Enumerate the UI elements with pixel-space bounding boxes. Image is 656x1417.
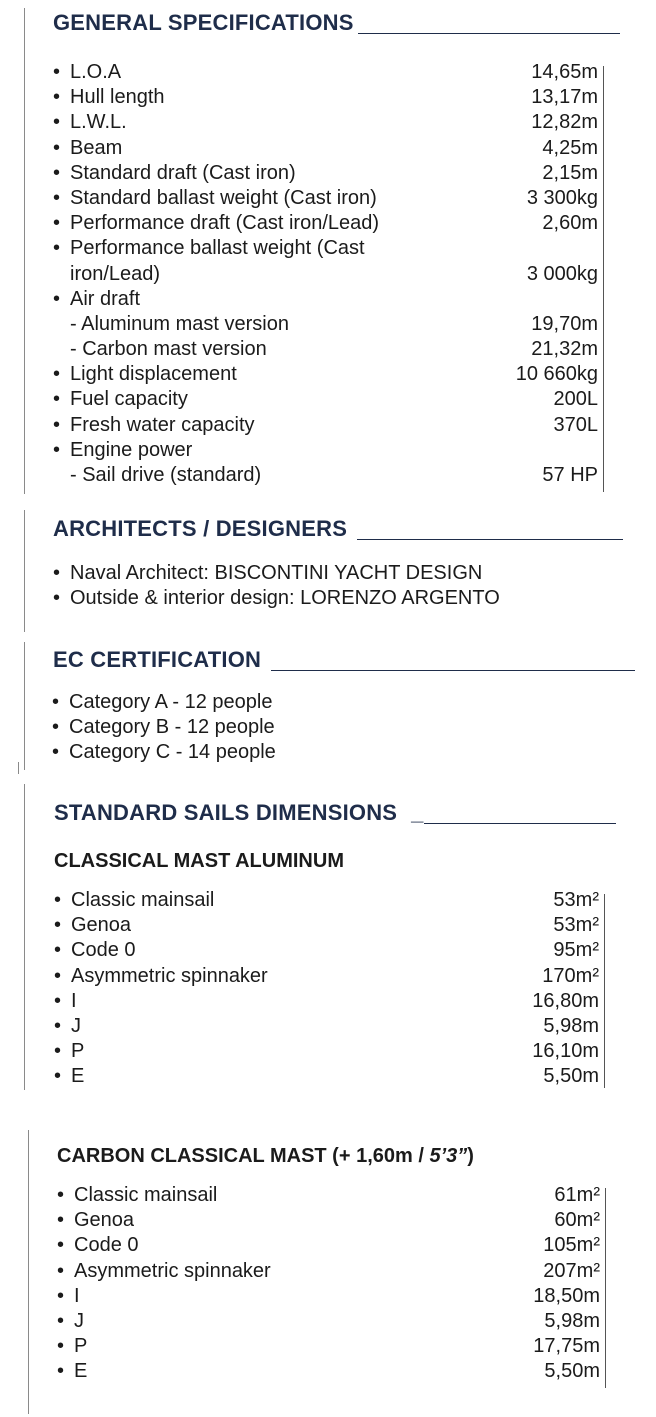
bullet: • xyxy=(53,86,61,109)
item-label: E xyxy=(71,1065,85,1088)
item-value: 200L xyxy=(553,388,598,411)
bullet: • xyxy=(53,438,61,461)
list-item xyxy=(57,1359,600,1384)
item-value: 16,10m xyxy=(532,1040,599,1063)
item-label: Category B - 12 people xyxy=(69,716,275,739)
list-item xyxy=(57,1208,600,1233)
bullet: • xyxy=(57,1335,65,1358)
list-item xyxy=(53,136,598,161)
list-item xyxy=(52,690,452,715)
margin-line xyxy=(24,642,25,770)
item-label: Code 0 xyxy=(71,939,136,962)
bullet: • xyxy=(54,889,62,911)
heading-rule xyxy=(357,539,623,540)
section-title-suffix: _ xyxy=(411,800,424,825)
list-item xyxy=(53,161,598,186)
item-label: J xyxy=(74,1309,84,1332)
list-item xyxy=(53,387,598,412)
item-value: 170m² xyxy=(542,964,599,987)
list-item xyxy=(57,1334,600,1359)
item-label: Fuel capacity xyxy=(70,388,188,411)
section-heading-architects xyxy=(53,516,623,542)
item-value: 13,17m xyxy=(531,86,598,109)
item-label: iron/Lead) xyxy=(70,262,161,285)
item-label: Engine power xyxy=(70,438,193,461)
item-label: Classic mainsail xyxy=(74,1184,218,1206)
value-column-bar xyxy=(604,894,605,1088)
bullet: • xyxy=(53,562,61,584)
item-label: Standard ballast weight (Cast iron) xyxy=(70,186,377,209)
list-item xyxy=(57,1183,600,1208)
bullet: • xyxy=(57,1259,65,1282)
list-item xyxy=(53,110,598,135)
item-value: 10 660kg xyxy=(515,363,598,386)
item-label: Category C - 14 people xyxy=(69,741,276,764)
item-label: Beam xyxy=(70,136,123,159)
bullet: • xyxy=(54,939,62,962)
subheading-carbon-main: CARBON CLASSICAL MAST (+ 1,60m / xyxy=(57,1145,430,1167)
item-value: 53m² xyxy=(553,889,599,911)
item-value: 12,82m xyxy=(531,111,598,134)
list-item xyxy=(54,1014,599,1039)
margin-line xyxy=(28,1130,29,1414)
list-item xyxy=(53,561,613,586)
list-item xyxy=(54,913,599,938)
bullet: • xyxy=(54,989,62,1012)
item-value: 14,65m xyxy=(531,61,598,83)
list-item xyxy=(53,287,598,312)
item-value: 17,75m xyxy=(533,1335,600,1358)
item-label: Air draft xyxy=(70,287,141,310)
bullet: • xyxy=(57,1360,65,1383)
bullet: • xyxy=(53,388,61,411)
item-label: Code 0 xyxy=(74,1234,139,1257)
subheading-carbon-end: ) xyxy=(467,1145,474,1167)
list-item xyxy=(57,1259,600,1284)
bullet: • xyxy=(53,237,61,260)
item-label: J xyxy=(71,1014,81,1037)
margin-line xyxy=(24,8,25,494)
section-title: GENERAL SPECIFICATIONS xyxy=(53,10,354,35)
item-value: 18,50m xyxy=(533,1284,600,1307)
item-label: Naval Architect: BISCONTINI YACHT DESIGN xyxy=(70,562,483,584)
item-label: Performance draft (Cast iron/Lead) xyxy=(70,212,380,235)
subheading-carbon-imperial: 5’3” xyxy=(429,1145,468,1167)
item-label: Performance ballast weight (Cast xyxy=(70,237,365,260)
bullet: • xyxy=(53,186,61,209)
bullet: • xyxy=(57,1184,65,1206)
section-heading-ec xyxy=(53,647,635,673)
item-label: L.O.A xyxy=(70,61,122,83)
bullet: • xyxy=(57,1309,65,1332)
item-label: Category A - 12 people xyxy=(69,691,273,713)
item-label: Light displacement xyxy=(70,363,237,386)
list-item xyxy=(57,1284,600,1309)
item-value: 370L xyxy=(553,413,598,436)
item-value: 2,60m xyxy=(542,212,598,235)
list-item xyxy=(52,740,452,765)
item-value: 5,98m xyxy=(543,1014,599,1037)
bullet: • xyxy=(57,1209,65,1232)
item-value: 2,15m xyxy=(542,161,598,184)
item-label: I xyxy=(71,989,77,1012)
bullet: • xyxy=(53,212,61,235)
section-heading-sails xyxy=(54,800,616,826)
item-label: Outside & interior design: LORENZO ARGENTO xyxy=(70,587,500,610)
list-item xyxy=(57,1309,600,1334)
item-value: 5,50m xyxy=(544,1360,600,1383)
ec-certification-list xyxy=(52,690,452,766)
bullet: • xyxy=(53,363,61,386)
section-heading-general xyxy=(53,10,620,36)
bullet: • xyxy=(53,136,61,159)
bullet: • xyxy=(53,61,61,83)
margin-tick xyxy=(18,762,19,774)
list-item xyxy=(54,938,599,963)
bullet: • xyxy=(54,1040,62,1063)
item-label: Asymmetric spinnaker xyxy=(74,1259,271,1282)
heading-rule xyxy=(271,670,635,671)
item-label: Standard draft (Cast iron) xyxy=(70,161,296,184)
item-label: Classic mainsail xyxy=(71,889,215,911)
bullet: • xyxy=(57,1234,65,1257)
list-item xyxy=(54,888,599,913)
bullet: • xyxy=(53,287,61,310)
item-label: L.W.L. xyxy=(70,111,127,134)
list-item xyxy=(54,964,599,989)
list-item xyxy=(53,362,598,387)
list-item xyxy=(53,312,598,337)
item-value: 105m² xyxy=(543,1234,600,1257)
list-item xyxy=(53,463,598,488)
bullet: • xyxy=(54,1065,62,1088)
item-label: P xyxy=(74,1335,88,1358)
bullet: • xyxy=(53,413,61,436)
bullet: • xyxy=(52,691,60,713)
item-label: - Aluminum mast version xyxy=(70,312,289,335)
section-title: EC CERTIFICATION xyxy=(53,647,262,672)
item-label: P xyxy=(71,1040,85,1063)
item-label: - Sail drive (standard) xyxy=(70,464,262,486)
aluminum-sails-list xyxy=(54,888,599,1090)
list-item xyxy=(53,85,598,110)
heading-rule xyxy=(358,33,620,34)
item-value: 5,50m xyxy=(543,1065,599,1088)
item-value: 207m² xyxy=(543,1259,600,1282)
list-item xyxy=(52,715,452,740)
architects-list xyxy=(53,561,613,611)
value-column-bar xyxy=(605,1188,606,1388)
margin-line xyxy=(24,784,25,1090)
item-label: Hull length xyxy=(70,86,165,109)
item-value: 21,32m xyxy=(531,338,598,361)
item-value: 5,98m xyxy=(544,1309,600,1332)
list-item xyxy=(53,186,598,211)
item-label: - Carbon mast version xyxy=(70,338,267,361)
list-item xyxy=(54,1039,599,1064)
list-item xyxy=(53,337,598,362)
general-spec-list xyxy=(53,60,598,488)
list-item xyxy=(54,989,599,1014)
value-column-bar xyxy=(603,66,604,492)
bullet: • xyxy=(54,964,62,987)
carbon-sails-list xyxy=(57,1183,600,1385)
bullet: • xyxy=(57,1284,65,1307)
bullet: • xyxy=(52,716,60,739)
item-value: 95m² xyxy=(553,939,599,962)
item-label: Fresh water capacity xyxy=(70,413,255,436)
list-item xyxy=(53,438,598,463)
bullet: • xyxy=(53,111,61,134)
list-item xyxy=(54,1064,599,1089)
item-value: 3 000kg xyxy=(526,262,598,285)
bullet: • xyxy=(54,914,62,937)
section-title: STANDARD SAILS DIMENSIONS xyxy=(54,800,398,825)
item-value: 4,25m xyxy=(542,136,598,159)
item-value: 61m² xyxy=(554,1184,600,1206)
item-label: I xyxy=(74,1284,80,1307)
item-value: 57 HP xyxy=(542,464,598,486)
list-item xyxy=(53,586,613,611)
item-label: Genoa xyxy=(74,1209,135,1232)
list-item xyxy=(57,1233,600,1258)
item-value: 19,70m xyxy=(531,312,598,335)
item-value: 60m² xyxy=(554,1209,600,1232)
item-value: 16,80m xyxy=(532,989,599,1012)
bullet: • xyxy=(53,587,61,610)
item-label: Asymmetric spinnaker xyxy=(71,964,268,987)
list-item xyxy=(53,211,598,236)
list-item xyxy=(53,413,598,438)
bullet: • xyxy=(54,1014,62,1037)
subheading-carbon xyxy=(57,1145,474,1168)
margin-line xyxy=(24,510,25,632)
list-item xyxy=(53,236,598,261)
heading-rule xyxy=(424,823,616,824)
item-label: Genoa xyxy=(71,914,132,937)
item-value: 53m² xyxy=(553,914,599,937)
bullet: • xyxy=(52,741,60,764)
list-item xyxy=(53,262,598,287)
item-label: E xyxy=(74,1360,88,1383)
section-title: ARCHITECTS / DESIGNERS xyxy=(53,516,348,541)
list-item xyxy=(53,60,598,85)
bullet: • xyxy=(53,161,61,184)
item-value: 3 300kg xyxy=(526,186,598,209)
subheading-aluminum: CLASSICAL MAST ALUMINUM xyxy=(54,850,344,872)
